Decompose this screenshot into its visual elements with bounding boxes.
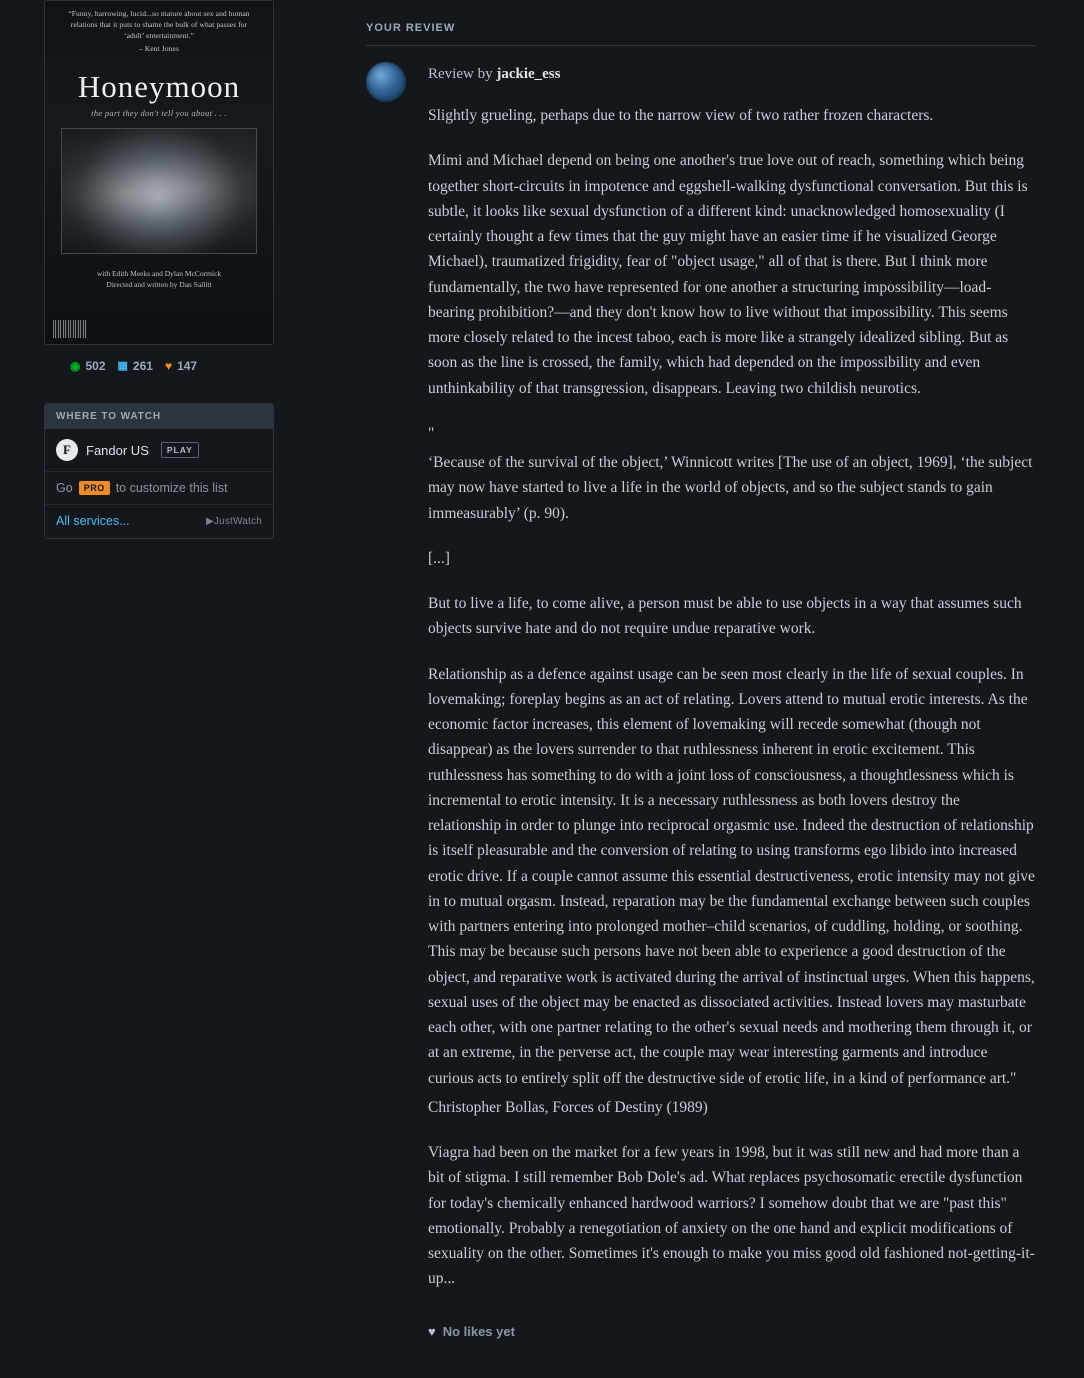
review-likes[interactable] — [428, 1324, 1036, 1339]
poster-tagline: the part they don't tell you about . . . — [91, 107, 227, 118]
avatar[interactable] — [366, 62, 406, 102]
likes-label: No likes yet — [442, 1323, 515, 1339]
film-stats — [70, 359, 316, 373]
service-name: Fandor US — [86, 442, 149, 458]
all-services-row — [45, 505, 273, 538]
watch-service-row[interactable] — [45, 429, 273, 472]
where-to-watch-header: WHERE TO WATCH — [45, 404, 273, 429]
stat-lists[interactable] — [118, 359, 153, 373]
review-paragraph: Viagra had been on the market for a few years in 1998, but it was still new and had more than a bit of stigma. I still remember Bob Dole's ad. What replaces psychosomatic erectile dysfunction for today's chemically enhanced hardwood warriors? I somehow doubt that we are "past this" emotionally. Probably a renegotiation of anxiety on the one hand and explicit modifications of sexuality on the other. Sometimes it's enough to make you miss good old fashioned not-getting-it-up... — [428, 1144, 1035, 1288]
heart-icon: ♥ — [164, 359, 173, 373]
review-container — [366, 62, 1036, 1339]
review-paragraph: Slightly grueling, perhaps due to the narrow view of two rather frozen characters. — [428, 107, 934, 124]
review-text — [428, 103, 1036, 1292]
pro-badge[interactable]: PRO — [79, 481, 110, 495]
review-column — [366, 0, 1084, 1339]
poster-credits-cast: with Edith Meeks and Dylan McCormick — [96, 268, 222, 278]
review-paragraph: Mimi and Michael depend on being one another's true love out of reach, something which being together short-circuits in impotence and eggshell-walking dysfunctional conversation. But this is subtle, it looks like sexual dysfunction of a different kind: unacknowledged homosexuality (I certainly thought a few times that the guy might have an easier time if he visualized George Michael), traumatized frigidity, fear of "object usage," all of that is there. But I think more fundamentally, the two have represented for one another a structuring impossibility—load-bearing prohibition?—and they don't know how to live without that impossibility. This seems more closely related to the incest taboo, each is more like a strangely idealized sibling. But as soon as the line is crossed, the family, which had depended on the impossibility and even unthinkability of that transgression, disappears. Leaving two childish neurotics. — [428, 152, 1028, 397]
review-author-link[interactable]: jackie_ess — [496, 66, 561, 82]
left-sidebar — [44, 0, 316, 1339]
review-paragraph: " — [428, 424, 435, 442]
lists-icon: ▦ — [117, 359, 128, 372]
fandor-logo-icon: F — [56, 439, 78, 461]
your-review-heading: YOUR REVIEW — [366, 22, 1036, 46]
poster-quote-attribution: – Kent Jones — [139, 43, 179, 53]
review-paragraph: But to live a life, to come alive, a person must be able to use objects in a way that assumes such objects survive hate and do not require undue reparative work. — [428, 595, 1022, 638]
play-badge[interactable]: PLAY — [161, 442, 199, 458]
justwatch-logo: ▶JustWatch — [206, 515, 262, 527]
poster-credits — [45, 268, 273, 291]
pro-upsell-row[interactable] — [45, 472, 273, 505]
pro-suffix-label: to customize this list — [115, 481, 228, 495]
stat-likes[interactable] — [165, 359, 197, 373]
review-by-label: Review by — [428, 66, 493, 82]
eye-icon: ◉ — [70, 359, 81, 373]
where-to-watch-panel — [44, 403, 274, 539]
views-count: 502 — [85, 359, 106, 373]
review-paragraph: [...] — [428, 549, 450, 567]
review-paragraph: Relationship as a defence against usage can be seen most clearly in the life of sexual couples. In lovemaking; foreplay begins as an act of relating. Lovers attend to mutual erotic interests. As the economic factor increases, this element of lovemaking will recede somewhat (though not disappear) as the lovers surrender to that ruthlessness inherent in erotic excitement. This ruthlessness has something to do with a joint loss of consciousness, a thoughtlessness which is incremental to erotic intensity. It is a necessary ruthlessness as both lovers destroy the relationship in order to plunge into reciprocal orgasmic use. Indeed the destruction of relationship is itself pleasurable and the conversion of relating to using transforms ego libido into increased erotic drive. If a couple cannot assume this essential destructiveness, erotic intensity may not give in to mutual orgasm. Instead, reparation may be the fundamental exchange between such couples with partners entering into prolonged mother–child scenarios, of cuddling, holding, or soothing. This may be because such persons have not been able to experience a good destruction of the object, and reparative work is activated during the arrival of instinctual urges. When this happens, sexual uses of the object may be enacted as dissociated activities. Instead lovers may masturbate each other, with one partner relating to the other's sexual needs and mothering them through it, or at an extreme, in the perverse act, the couple may wear interesting garments and introduce curious acts to entirely split off the destructive side of erotic life, in a kind of performance art." — [428, 665, 1035, 1087]
poster-artwork — [45, 1, 273, 344]
film-poster[interactable] — [44, 0, 274, 345]
pro-prefix-label: Go — [56, 481, 73, 495]
lists-count: 261 — [132, 359, 153, 373]
review-body — [428, 62, 1036, 1339]
stat-views[interactable] — [70, 359, 106, 373]
heart-icon: ♥ — [428, 1323, 436, 1339]
review-paragraph: ‘Because of the survival of the object,’ Winnicott writes [The use of an object, 1969], ‘the subject may now have started to live a life in the world of objects, and so the subject stands to gain immeasurably’ (p. 90). — [428, 454, 1033, 522]
review-byline — [428, 66, 1036, 83]
all-services-link[interactable]: All services... — [56, 514, 130, 528]
poster-title: Honeymoon — [77, 68, 241, 104]
likes-count: 147 — [177, 359, 198, 373]
poster-barcode — [53, 320, 87, 338]
poster-photo — [61, 128, 257, 254]
poster-quote — [45, 1, 273, 55]
poster-quote-text: “Funny, harrowing, lucid...so mature about sex and human relations that it puts to shame the bulk of what passes for ‘adult’ entertainment.” — [68, 9, 250, 40]
review-paragraph: Christopher Bollas, Forces of Destiny (1989) — [428, 1098, 708, 1116]
poster-credits-director: Directed and written by Dan Sallitt — [106, 279, 212, 289]
